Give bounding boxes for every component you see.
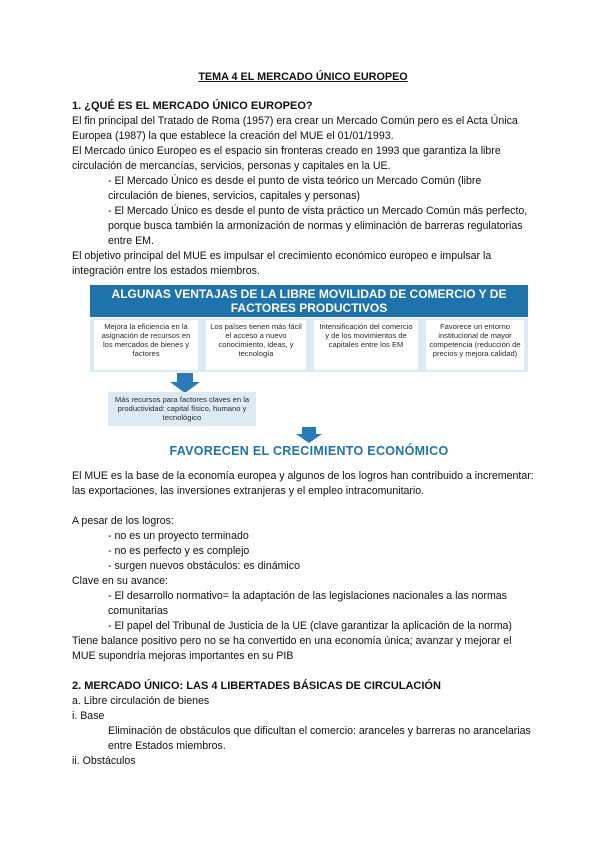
bullet-item: - El papel del Tribunal de Justicia de la UE (clave garantizar la aplicación de la norma) xyxy=(108,620,512,632)
infographic-cell: Favorece un entorno institucional de mayor competencia (reducción de precios y mejora calidad) xyxy=(426,320,524,370)
bullet-item: - El Mercado Único es desde el punto de vista práctico un Mercado Común más perfecto, porque busca también la armonización de normas y eliminación de barreras regulatorias entre EM. xyxy=(108,205,528,247)
paragraph: Tiene balance positivo pero no se ha convertido en una economía única; avanzar y mejorar el MUE supondría mejoras importantes en su PIB xyxy=(72,635,512,662)
down-arrow-icon xyxy=(294,427,324,443)
infographic-cell: Los países tienen más fácil el acceso a nuevo conocimiento, ideas, y tecnología xyxy=(206,320,306,370)
paragraph: Clave en su avance: xyxy=(72,575,168,587)
list-item: i. Base xyxy=(72,710,105,722)
document-page xyxy=(72,70,534,769)
paragraph: El fin principal del Tratado de Roma (1957) era crear un Mercado Común pero es el Acta Única Europea (1987) la que establece la creación del MUE el 01/01/1993. xyxy=(72,115,518,142)
section-1-heading: 1. ¿QUÉ ES EL MERCADO ÚNICO EUROPEO? xyxy=(72,100,313,112)
bullet-item: - El Mercado Único es desde el punto de vista teórico un Mercado Común (libre circulación de bienes, servicios, capitales y personas) xyxy=(108,175,482,202)
bullet-item: - no es un proyecto terminado xyxy=(108,530,249,542)
bullet-item: - El desarrollo normativo= la adaptación de las legislaciones nacionales a las normas comunitarias xyxy=(108,590,507,617)
infographic-footer: FAVORECEN EL CRECIMIENTO ECONÓMICO xyxy=(169,444,449,458)
paragraph: A pesar de los logros: xyxy=(72,515,174,527)
bullet-item: - no es perfecto y es complejo xyxy=(108,545,250,557)
paragraph: Eliminación de obstáculos que dificultan el comercio: aranceles y barreras no arancelarias entre Estados miembros. xyxy=(108,725,531,752)
infographic-cell: Intensificación del comercio y de los movimientos de capitales entre los EM xyxy=(314,320,418,370)
document-title: TEMA 4 EL MERCADO ÚNICO EUROPEO xyxy=(198,71,408,83)
list-item: ii. Obstáculos xyxy=(72,755,136,767)
infographic-cell: Mejora la eficiencia en la asignación de recursos en los mercados de bienes y factores xyxy=(94,320,198,370)
paragraph: El Mercado único Europeo es el espacio sin fronteras creado en 1993 que garantiza la libre circulación de mercancías, servicios, personas y capitales en la UE. xyxy=(72,145,501,172)
infographic xyxy=(90,285,528,463)
down-arrow-icon xyxy=(168,373,202,393)
paragraph: El MUE es la base de la economía europea y algunos de los logros han contribuido a incrementar: las exportaciones, las inversiones extranjeras y el empleo intracomunitario. xyxy=(72,470,534,497)
bullet-item: - surgen nuevos obstáculos: es dinámico xyxy=(108,560,300,572)
list-item: a. Libre circulación de bienes xyxy=(72,695,210,707)
infographic-sub-box: Más recursos para factores claves en la productividad: capital físico, humano y tecnológico xyxy=(108,392,256,426)
infographic-banner: ALGUNAS VENTAJAS DE LA LIBRE MOVILIDAD DE COMERCIO Y DE FACTORES PRODUCTIVOS xyxy=(90,285,528,317)
section-2-heading: 2. MERCADO ÚNICO: LAS 4 LIBERTADES BÁSICAS DE CIRCULACIÓN xyxy=(72,680,441,692)
paragraph: El objetivo principal del MUE es impulsar el crecimiento económico europeo e impulsar la integración entre los estados miembros. xyxy=(72,250,492,277)
